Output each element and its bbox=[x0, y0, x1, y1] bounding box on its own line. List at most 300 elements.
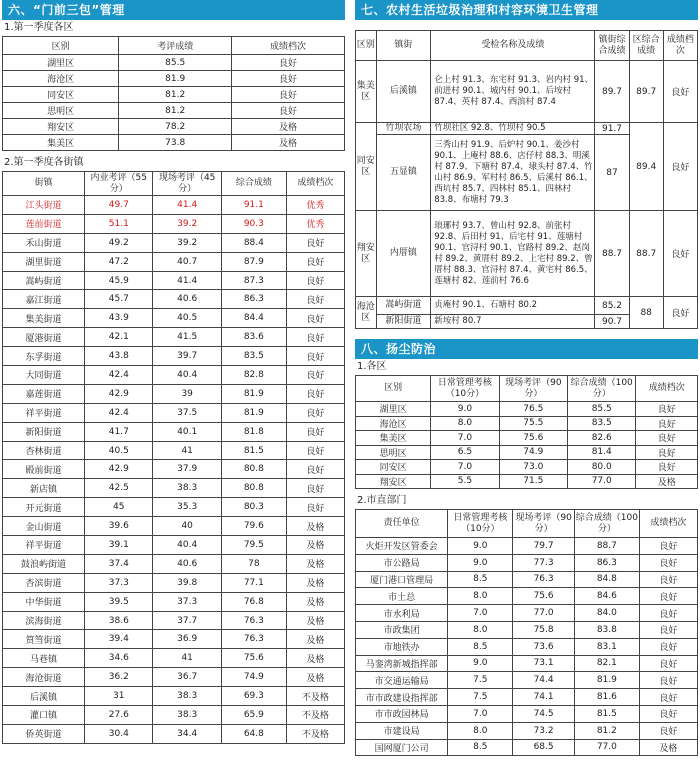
table-cell: 39.1 bbox=[85, 536, 153, 555]
table-cell: 40.4 bbox=[153, 366, 221, 385]
table-cell: 30.4 bbox=[85, 724, 153, 743]
table-cell: 良好 bbox=[639, 605, 697, 622]
table-cell: 灌口镇 bbox=[3, 706, 85, 725]
table-cell: 良好 bbox=[286, 347, 344, 366]
table-cell: 马巷镇 bbox=[3, 649, 85, 668]
s8-dept-table bbox=[355, 509, 698, 756]
table-cell: 87 bbox=[595, 135, 629, 211]
table-row bbox=[3, 611, 345, 630]
table-cell: 39.5 bbox=[85, 592, 153, 611]
table-cell: 思明区 bbox=[356, 445, 431, 460]
table-cell: 42.1 bbox=[85, 328, 153, 347]
s7-table bbox=[355, 30, 698, 329]
table-row bbox=[3, 119, 345, 135]
table-cell: 良好 bbox=[639, 689, 697, 706]
table-cell: 及格 bbox=[232, 135, 345, 151]
table-cell: 殿前街道 bbox=[3, 460, 85, 479]
table-cell: 良好 bbox=[639, 705, 697, 722]
table-cell: 及格 bbox=[286, 630, 344, 649]
table-cell: 良好 bbox=[286, 498, 344, 517]
table-row bbox=[356, 605, 698, 622]
table-row bbox=[3, 517, 345, 536]
table-cell: 40.5 bbox=[153, 309, 221, 328]
table-cell: 31 bbox=[85, 687, 153, 706]
table-row bbox=[3, 347, 345, 366]
table-cell: 不及格 bbox=[286, 724, 344, 743]
table-cell: 41.7 bbox=[85, 422, 153, 441]
table-cell: 77.0 bbox=[568, 474, 636, 489]
table-cell: 良好 bbox=[639, 588, 697, 605]
table-row bbox=[356, 588, 698, 605]
table-row bbox=[356, 722, 698, 739]
s8-t1-caption: 1.各区 bbox=[357, 361, 387, 372]
table-cell: 国网厦门公司 bbox=[356, 739, 448, 756]
header-cell: 镇街综合成绩 bbox=[595, 31, 629, 61]
table-row bbox=[356, 402, 698, 417]
table-cell: 良好 bbox=[639, 655, 697, 672]
header-cell: 成绩档次 bbox=[639, 510, 697, 538]
table-cell: 43.8 bbox=[85, 347, 153, 366]
table-cell: 不及格 bbox=[286, 706, 344, 725]
table-header-row bbox=[356, 376, 698, 402]
table-cell: 及格 bbox=[232, 119, 345, 135]
header-cell: 现场考评（90分） bbox=[513, 510, 575, 538]
table-cell: 39.8 bbox=[153, 573, 221, 592]
table-cell: 良好 bbox=[639, 672, 697, 689]
table-cell: 75.5 bbox=[499, 416, 567, 431]
table-cell: 湖里区 bbox=[356, 402, 431, 417]
table-cell: 海沧区 bbox=[3, 71, 119, 87]
table-cell: 41 bbox=[153, 441, 221, 460]
table-cell: 37.3 bbox=[85, 573, 153, 592]
table-row bbox=[3, 630, 345, 649]
table-cell: 市土总 bbox=[356, 588, 448, 605]
table-cell: 集美区 bbox=[356, 431, 431, 446]
table-cell: 良好 bbox=[286, 441, 344, 460]
table-cell: 仑上村 91.3、东宅村 91.3、岩内村 91、前进村 90.1、城内村 90.1、后垵村 87.4、英村 87.4、西滨村 87.4 bbox=[431, 61, 595, 123]
table-cell: 9.0 bbox=[448, 655, 513, 672]
table-cell: 64.8 bbox=[221, 724, 286, 743]
table-cell: 36.9 bbox=[153, 630, 221, 649]
table-cell: 7.5 bbox=[448, 672, 513, 689]
table-cell: 良好 bbox=[639, 571, 697, 588]
table-row bbox=[356, 689, 698, 706]
table-cell: 36.7 bbox=[153, 668, 221, 687]
table-cell: 8.0 bbox=[448, 588, 513, 605]
table-cell: 89.7 bbox=[595, 61, 629, 123]
table-cell: 91.7 bbox=[595, 123, 629, 135]
table-cell: 37.9 bbox=[153, 460, 221, 479]
table-cell: 74.9 bbox=[221, 668, 286, 687]
table-cell: 49.2 bbox=[85, 233, 153, 252]
table-cell: 40.7 bbox=[153, 252, 221, 271]
table-cell: 市地铁办 bbox=[356, 638, 448, 655]
table-cell: 37.7 bbox=[153, 611, 221, 630]
table-cell: 嵩屿街道 bbox=[3, 271, 85, 290]
table-cell: 良好 bbox=[636, 445, 698, 460]
table-cell: 85.2 bbox=[595, 297, 629, 315]
table-cell: 良好 bbox=[663, 123, 697, 211]
header-cell: 镇街 bbox=[376, 31, 431, 61]
table-cell: 良好 bbox=[636, 402, 698, 417]
section-6-title: 六、“门前三包”管理 bbox=[2, 0, 345, 20]
header-cell: 区别 bbox=[356, 376, 431, 402]
table-cell: 翔安区 bbox=[356, 474, 431, 489]
table-cell: 51.1 bbox=[85, 214, 153, 233]
table-cell: 良好 bbox=[232, 103, 345, 119]
table-row bbox=[3, 479, 345, 498]
table-cell: 80.8 bbox=[221, 460, 286, 479]
table-cell: 74.9 bbox=[499, 445, 567, 460]
table-cell: 同安区 bbox=[356, 123, 377, 211]
table-cell: 81.9 bbox=[119, 71, 232, 87]
table-row bbox=[3, 309, 345, 328]
table-cell: 88 bbox=[629, 297, 663, 329]
table-cell: 73.2 bbox=[513, 722, 575, 739]
table-cell: 77.3 bbox=[513, 554, 575, 571]
table-header-row bbox=[356, 31, 698, 61]
table-cell: 市交通运输局 bbox=[356, 672, 448, 689]
table-cell: 81.9 bbox=[221, 384, 286, 403]
table-cell: 滨海街道 bbox=[3, 611, 85, 630]
table-cell: 90.3 bbox=[221, 214, 286, 233]
header-cell: 综合成绩 bbox=[221, 172, 286, 196]
table-row bbox=[356, 123, 698, 135]
table-row bbox=[3, 422, 345, 441]
table-cell: 不及格 bbox=[286, 687, 344, 706]
table-cell: 后溪镇 bbox=[3, 687, 85, 706]
table-cell: 65.9 bbox=[221, 706, 286, 725]
table-row bbox=[356, 474, 698, 489]
table-cell: 良好 bbox=[286, 460, 344, 479]
table-cell: 81.4 bbox=[568, 445, 636, 460]
header-cell: 内业考评（55分） bbox=[85, 172, 153, 196]
table-cell: 42.4 bbox=[85, 366, 153, 385]
table-cell: 良好 bbox=[286, 252, 344, 271]
table-cell: 海沧区 bbox=[356, 416, 431, 431]
table-cell: 翔安区 bbox=[3, 119, 119, 135]
table-cell: 马銮湾新城指挥部 bbox=[356, 655, 448, 672]
table-cell: 87.3 bbox=[221, 271, 286, 290]
table-row bbox=[356, 297, 698, 315]
table-row bbox=[356, 672, 698, 689]
table-cell: 45.9 bbox=[85, 271, 153, 290]
table-cell: 77.1 bbox=[221, 573, 286, 592]
table-cell: 83.5 bbox=[221, 347, 286, 366]
table-cell: 89.4 bbox=[629, 123, 663, 211]
table-cell: 鼓浪屿街道 bbox=[3, 554, 85, 573]
table-cell: 43.9 bbox=[85, 309, 153, 328]
table-cell: 嘉江街道 bbox=[3, 290, 85, 309]
table-cell: 湖里区 bbox=[3, 55, 119, 71]
table-cell: 41.4 bbox=[153, 196, 221, 215]
header-cell: 综合成绩（100分） bbox=[568, 376, 636, 402]
table-cell: 杏滨街道 bbox=[3, 573, 85, 592]
s6-t1-caption: 1.第一季度各区 bbox=[4, 22, 74, 33]
table-cell: 86.3 bbox=[221, 290, 286, 309]
table-cell: 杏林街道 bbox=[3, 441, 85, 460]
table-cell: 90.7 bbox=[595, 315, 629, 329]
table-cell: 74.1 bbox=[513, 689, 575, 706]
table-row bbox=[3, 649, 345, 668]
table-cell: 贞庵村 90.1、石塘村 80.2 bbox=[431, 297, 595, 315]
table-cell: 良好 bbox=[636, 460, 698, 475]
table-cell: 68.5 bbox=[513, 739, 575, 756]
table-cell: 同安区 bbox=[356, 460, 431, 475]
table-cell: 竹坝农场 bbox=[376, 123, 431, 135]
table-cell: 9.0 bbox=[448, 538, 513, 555]
table-row bbox=[3, 103, 345, 119]
table-cell: 37.3 bbox=[153, 592, 221, 611]
table-cell: 良好 bbox=[286, 384, 344, 403]
table-cell: 莲前街道 bbox=[3, 214, 85, 233]
table-cell: 76.5 bbox=[499, 402, 567, 417]
table-cell: 82.6 bbox=[568, 431, 636, 446]
table-cell: 88.7 bbox=[574, 538, 639, 555]
table-row bbox=[3, 233, 345, 252]
table-cell: 嵩屿街道 bbox=[376, 297, 431, 315]
table-row bbox=[3, 536, 345, 555]
table-cell: 88.7 bbox=[595, 211, 629, 297]
table-cell: 良好 bbox=[286, 422, 344, 441]
table-cell: 45.7 bbox=[85, 290, 153, 309]
table-cell: 祥平街道 bbox=[3, 536, 85, 555]
header-cell: 成绩档次 bbox=[286, 172, 344, 196]
table-cell: 40.6 bbox=[153, 290, 221, 309]
table-cell: 77.0 bbox=[574, 739, 639, 756]
header-cell: 区综合成绩 bbox=[629, 31, 663, 61]
table-cell: 81.9 bbox=[574, 672, 639, 689]
table-cell: 良好 bbox=[286, 309, 344, 328]
table-row bbox=[3, 214, 345, 233]
table-cell: 81.5 bbox=[221, 441, 286, 460]
table-cell: 江头街道 bbox=[3, 196, 85, 215]
table-cell: 85.5 bbox=[119, 55, 232, 71]
table-cell: 7.0 bbox=[431, 431, 499, 446]
table-cell: 8.0 bbox=[448, 722, 513, 739]
table-cell: 75.8 bbox=[513, 621, 575, 638]
table-cell: 市市政园林局 bbox=[356, 705, 448, 722]
header-cell: 综合成绩（100分） bbox=[574, 510, 639, 538]
table-cell: 39.2 bbox=[153, 233, 221, 252]
table-row bbox=[3, 55, 345, 71]
table-cell: 中华街道 bbox=[3, 592, 85, 611]
table-row bbox=[3, 366, 345, 385]
header-cell: 区别 bbox=[3, 37, 119, 55]
table-cell: 集美区 bbox=[3, 135, 119, 151]
table-cell: 及格 bbox=[286, 592, 344, 611]
table-row bbox=[356, 61, 698, 123]
table-cell: 及格 bbox=[636, 474, 698, 489]
s8-district-table bbox=[355, 375, 698, 489]
table-cell: 38.3 bbox=[153, 706, 221, 725]
table-row bbox=[356, 705, 698, 722]
table-cell: 87.9 bbox=[221, 252, 286, 271]
table-cell: 同安区 bbox=[3, 87, 119, 103]
table-cell: 40.5 bbox=[85, 441, 153, 460]
table-cell: 47.2 bbox=[85, 252, 153, 271]
header-cell: 日常管理考核（10分） bbox=[431, 376, 499, 402]
table-cell: 74.5 bbox=[513, 705, 575, 722]
table-cell: 8.0 bbox=[448, 621, 513, 638]
header-cell: 成绩档次 bbox=[636, 376, 698, 402]
s6-district-table bbox=[2, 36, 345, 151]
table-cell: 76.3 bbox=[221, 611, 286, 630]
table-row bbox=[356, 445, 698, 460]
table-cell: 市建设局 bbox=[356, 722, 448, 739]
table-cell: 88.4 bbox=[221, 233, 286, 252]
table-cell: 83.6 bbox=[221, 328, 286, 347]
table-cell: 89.7 bbox=[629, 61, 663, 123]
table-cell: 41 bbox=[153, 649, 221, 668]
table-row bbox=[3, 460, 345, 479]
table-cell: 76.8 bbox=[221, 592, 286, 611]
table-cell: 琅琊村 93.7、曾山村 92.8、前张村 92.8、后田村 91、后宅村 91、莲塘村 90.1、官浔村 90.1、官路村 89.2、赵岗村 89.2、黄厝村 89.2、上宅村 89.2、曾厝村 88.3、官浔村 87.4、黄宅村 86.5、莲塘村 82、莲前村 76.6 bbox=[431, 211, 595, 297]
s8-t2-caption: 2.市直部门 bbox=[357, 495, 407, 506]
table-cell: 集美街道 bbox=[3, 309, 85, 328]
table-cell: 禾山街道 bbox=[3, 233, 85, 252]
table-cell: 8.5 bbox=[448, 638, 513, 655]
table-cell: 竹坝社区 92.8、竹坝村 90.5 bbox=[431, 123, 595, 135]
table-cell: 翔安区 bbox=[356, 211, 377, 297]
table-cell: 40.1 bbox=[153, 422, 221, 441]
header-cell: 责任单位 bbox=[356, 510, 448, 538]
table-row bbox=[356, 571, 698, 588]
header-cell: 成绩档次 bbox=[663, 31, 697, 61]
table-header-row bbox=[356, 510, 698, 538]
table-cell: 76.3 bbox=[221, 630, 286, 649]
table-cell: 74.4 bbox=[513, 672, 575, 689]
table-cell: 嘉莲街道 bbox=[3, 384, 85, 403]
section-8-title: 八、扬尘防治 bbox=[355, 339, 698, 359]
table-row bbox=[356, 621, 698, 638]
table-row bbox=[3, 592, 345, 611]
table-cell: 五显镇 bbox=[376, 135, 431, 211]
table-cell: 39.6 bbox=[85, 517, 153, 536]
header-cell: 成绩档次 bbox=[232, 37, 345, 55]
table-cell: 湖里街道 bbox=[3, 252, 85, 271]
table-cell: 75.6 bbox=[513, 588, 575, 605]
header-cell: 考评成绩 bbox=[119, 37, 232, 55]
table-row bbox=[3, 71, 345, 87]
table-cell: 75.6 bbox=[221, 649, 286, 668]
table-cell: 后溪镇 bbox=[376, 61, 431, 123]
section-7-title: 七、农村生活垃圾治理和村容环境卫生管理 bbox=[355, 0, 698, 20]
table-cell: 8.5 bbox=[448, 739, 513, 756]
table-cell: 37.4 bbox=[85, 554, 153, 573]
header-cell: 日常管理考核（10分） bbox=[448, 510, 513, 538]
s6-t2-caption: 2.第一季度各街镇 bbox=[4, 157, 84, 168]
header-cell: 区别 bbox=[356, 31, 377, 61]
table-cell: 良好 bbox=[639, 621, 697, 638]
table-cell: 49.7 bbox=[85, 196, 153, 215]
table-cell: 84.4 bbox=[221, 309, 286, 328]
table-cell: 78.2 bbox=[119, 119, 232, 135]
table-row bbox=[3, 668, 345, 687]
table-cell: 良好 bbox=[636, 416, 698, 431]
table-cell: 良好 bbox=[232, 71, 345, 87]
table-cell: 40.6 bbox=[153, 554, 221, 573]
table-cell: 开元街道 bbox=[3, 498, 85, 517]
table-cell: 良好 bbox=[639, 554, 697, 571]
table-cell: 41.4 bbox=[153, 271, 221, 290]
table-cell: 海沧街道 bbox=[3, 668, 85, 687]
table-row bbox=[356, 460, 698, 475]
table-row bbox=[3, 290, 345, 309]
table-cell: 85.5 bbox=[568, 402, 636, 417]
header-cell: 受检名称及成绩 bbox=[431, 31, 595, 61]
table-cell: 良好 bbox=[663, 211, 697, 297]
table-cell: 39.7 bbox=[153, 347, 221, 366]
table-cell: 73.6 bbox=[513, 638, 575, 655]
table-cell: 76.3 bbox=[513, 571, 575, 588]
table-cell: 83.1 bbox=[574, 638, 639, 655]
table-cell: 42.9 bbox=[85, 384, 153, 403]
table-cell: 新阳街道 bbox=[376, 315, 431, 329]
table-cell: 40.4 bbox=[153, 536, 221, 555]
table-cell: 良好 bbox=[639, 638, 697, 655]
table-row bbox=[3, 196, 345, 215]
table-cell: 及格 bbox=[286, 573, 344, 592]
table-cell: 88.7 bbox=[629, 211, 663, 297]
table-cell: 8.5 bbox=[448, 571, 513, 588]
table-cell: 71.5 bbox=[499, 474, 567, 489]
table-cell: 市水利局 bbox=[356, 605, 448, 622]
table-cell: 81.2 bbox=[574, 722, 639, 739]
table-cell: 大同街道 bbox=[3, 366, 85, 385]
table-cell: 良好 bbox=[639, 722, 697, 739]
table-cell: 9.0 bbox=[431, 402, 499, 417]
table-cell: 良好 bbox=[663, 297, 697, 329]
table-cell: 新垵村 80.7 bbox=[431, 315, 595, 329]
table-header-row bbox=[3, 37, 345, 55]
table-cell: 34.6 bbox=[85, 649, 153, 668]
table-row bbox=[3, 498, 345, 517]
table-cell: 69.3 bbox=[221, 687, 286, 706]
table-cell: 45 bbox=[85, 498, 153, 517]
table-row bbox=[356, 655, 698, 672]
table-cell: 91.1 bbox=[221, 196, 286, 215]
header-cell: 现场考评（45分） bbox=[153, 172, 221, 196]
table-cell: 良好 bbox=[639, 538, 697, 555]
table-cell: 良好 bbox=[286, 403, 344, 422]
right-column bbox=[355, 0, 698, 756]
table-cell: 79.6 bbox=[221, 517, 286, 536]
table-cell: 39 bbox=[153, 384, 221, 403]
table-cell: 及格 bbox=[286, 517, 344, 536]
table-cell: 79.7 bbox=[513, 538, 575, 555]
table-cell: 81.8 bbox=[221, 422, 286, 441]
table-row bbox=[3, 135, 345, 151]
table-cell: 38.3 bbox=[153, 687, 221, 706]
table-row bbox=[3, 554, 345, 573]
table-cell: 良好 bbox=[286, 366, 344, 385]
table-cell: 38.3 bbox=[153, 479, 221, 498]
table-cell: 海沧区 bbox=[356, 297, 377, 329]
table-cell: 82.8 bbox=[221, 366, 286, 385]
table-cell: 36.2 bbox=[85, 668, 153, 687]
table-cell: 40 bbox=[153, 517, 221, 536]
table-cell: 83.5 bbox=[568, 416, 636, 431]
table-cell: 市市政建设指挥部 bbox=[356, 689, 448, 706]
table-header-row bbox=[3, 172, 345, 196]
table-row bbox=[3, 706, 345, 725]
table-cell: 及格 bbox=[286, 611, 344, 630]
table-cell: 良好 bbox=[232, 55, 345, 71]
table-cell: 82.1 bbox=[574, 655, 639, 672]
table-cell: 良好 bbox=[286, 233, 344, 252]
table-cell: 厦港街道 bbox=[3, 328, 85, 347]
